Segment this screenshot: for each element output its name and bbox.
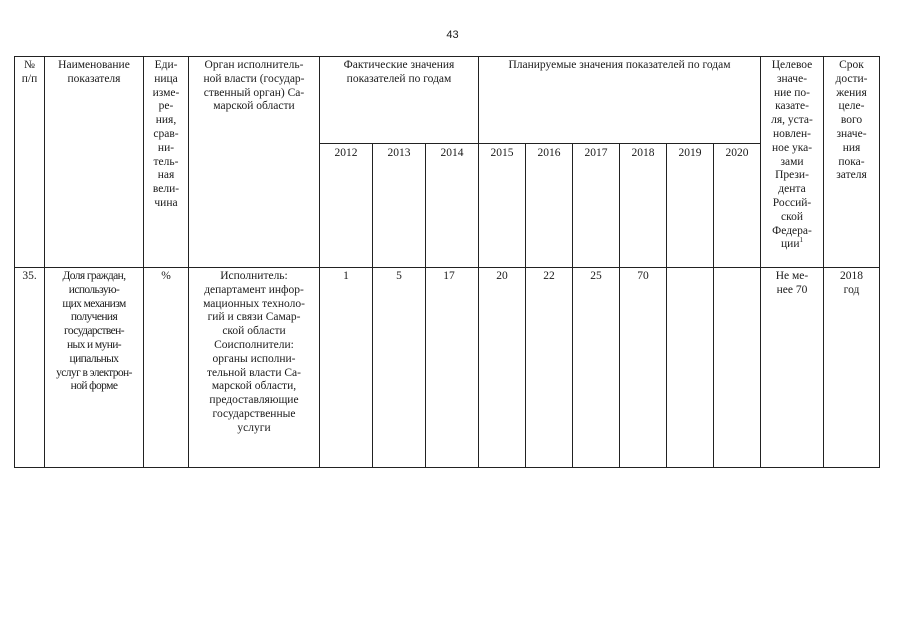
row-planned-2019 xyxy=(667,268,714,468)
row-target: Не ме- нее 70 xyxy=(761,268,824,468)
header-year-2016: 2016 xyxy=(526,144,573,268)
row-actual-2014: 17 xyxy=(426,268,479,468)
header-target-footnote: 1 xyxy=(799,236,803,245)
row-name: Доля граждан, использую- щих механизм получения государствен- ных и муни- ципальных услуг в электрон- ной форме xyxy=(45,268,144,468)
indicators-table xyxy=(14,56,880,468)
header-year-2014: 2014 xyxy=(426,144,479,268)
header-year-2018: 2018 xyxy=(620,144,667,268)
header-year-2015: 2015 xyxy=(479,144,526,268)
header-planned-group: Планируемые значения показателей по годам xyxy=(479,57,761,144)
row-deadline: 2018 год xyxy=(824,268,880,468)
table-row xyxy=(15,268,880,468)
row-planned-2020 xyxy=(714,268,761,468)
header-unit: Еди- ница изме- ре- ния, срав- ни- тель- ная вели- чина xyxy=(144,57,189,268)
row-authority: Исполнитель: департамент инфор- мационных техноло- гий и связи Самар- ской области Соисполнители: органы исполни- тельной власти Са- марской области, предоставляющие государственные услуги xyxy=(189,268,320,468)
header-deadline: Срок дости- жения целе- вого значе- ния пока- зателя xyxy=(824,57,880,268)
header-year-2017: 2017 xyxy=(573,144,620,268)
header-year-2020: 2020 xyxy=(714,144,761,268)
header-actual-group: Фактические значения показателей по годам xyxy=(320,57,479,144)
page-number: 43 xyxy=(446,29,459,41)
header-num: № п/п xyxy=(15,57,45,268)
row-actual-2013: 5 xyxy=(373,268,426,468)
row-actual-2012: 1 xyxy=(320,268,373,468)
header-year-2012: 2012 xyxy=(320,144,373,268)
row-unit: % xyxy=(144,268,189,468)
header-target-text: Целевое значе- ние по- казате- ля, уста- новлен- ное ука- зами Прези- дента Россий- ской Федера- ции xyxy=(771,59,813,251)
row-planned-2016: 22 xyxy=(526,268,573,468)
row-planned-2015: 20 xyxy=(479,268,526,468)
header-target xyxy=(761,57,824,268)
header-year-2019: 2019 xyxy=(667,144,714,268)
row-planned-2018: 70 xyxy=(620,268,667,468)
row-num: 35. xyxy=(15,268,45,468)
header-authority: Орган исполнитель- ной власти (государ- ственный орган) Са- марской области xyxy=(189,57,320,268)
header-name: Наименование показателя xyxy=(45,57,144,268)
row-planned-2017: 25 xyxy=(573,268,620,468)
header-year-2013: 2013 xyxy=(373,144,426,268)
